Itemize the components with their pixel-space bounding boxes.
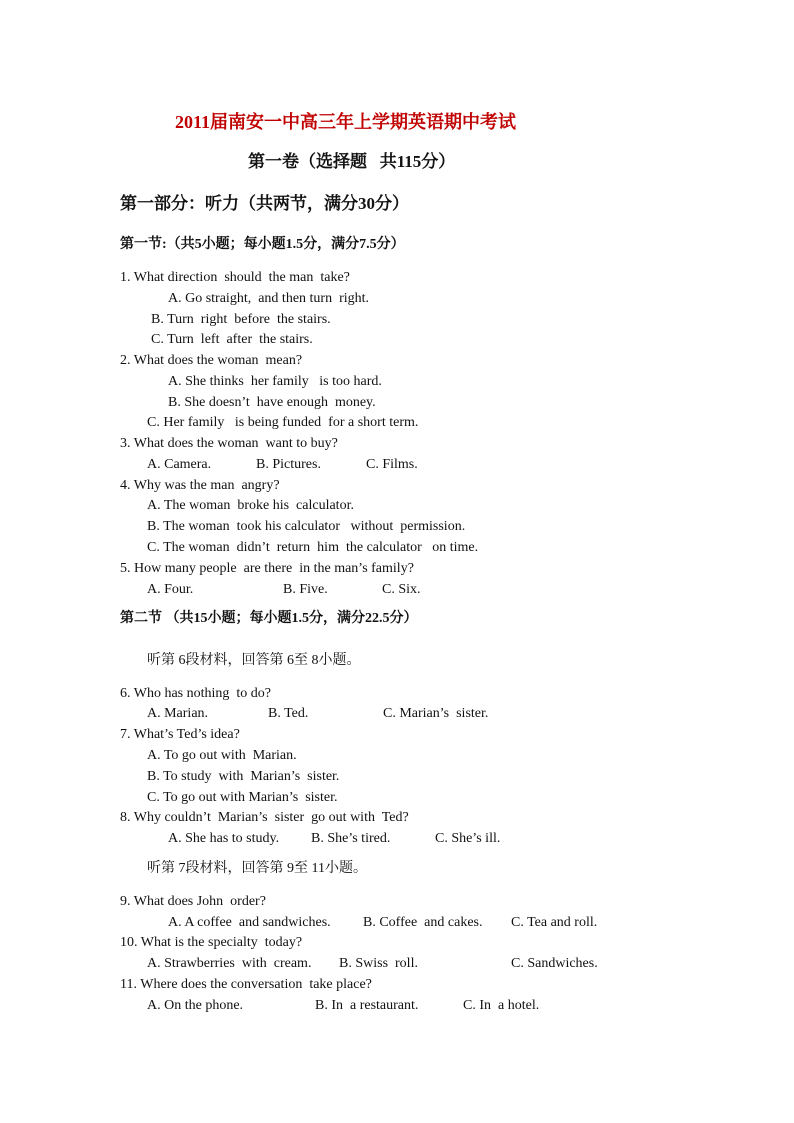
exam-title: 2011届南安一中高三年上学期英语期中考试 (175, 112, 517, 132)
q8-option-b: B. She’s tired. (311, 831, 391, 846)
q2-option-c: C. Her family is being funded for a short term. (147, 415, 419, 430)
q6-option-a: A. Marian. (147, 706, 209, 721)
q7-option-a: A. To go out with Marian. (147, 748, 297, 763)
section2-intro-1: 听第 6段材料，回答第 6至 8小题。 (147, 653, 361, 668)
volume-title: 第一卷（选择题 共115分） (248, 152, 456, 171)
question-2: 2. What does the woman mean? (120, 353, 303, 368)
q10-option-c: C. Sandwiches. (511, 956, 598, 971)
q4-option-a: A. The woman broke his calculator. (147, 498, 354, 513)
q6-option-c: C. Marian’s sister. (383, 706, 489, 721)
question-10: 10. What is the specialty today? (120, 935, 303, 950)
q9-option-b: B. Coffee and cakes. (363, 915, 483, 930)
q4-option-c: C. The woman didn’t return him the calculator on time. (147, 540, 479, 555)
section2-intro-2: 听第 7段材料，回答第 9至 11小题。 (147, 861, 367, 876)
question-4: 4. Why was the man angry? (120, 478, 280, 493)
q3-option-b: B. Pictures. (256, 457, 321, 472)
q8-option-a: A. She has to study. (168, 831, 280, 846)
question-11: 11. Where does the conversation take place? (120, 977, 372, 992)
q7-option-b: B. To study with Marian’s sister. (147, 769, 340, 784)
section2-title: 第二节 （共15小题；每小题1.5分，满分22.5分） (120, 611, 418, 626)
q11-option-c: C. In a hotel. (463, 998, 540, 1013)
question-7: 7. What’s Ted’s idea? (120, 727, 240, 742)
q5-option-b: B. Five. (283, 582, 328, 597)
q7-option-c: C. To go out with Marian’s sister. (147, 790, 338, 805)
part-title: 第一部分：听力（共两节，满分30分） (120, 194, 409, 213)
q2-option-a: A. She thinks her family is too hard. (168, 374, 382, 389)
question-8: 8. Why couldn’t Marian’s sister go out with Ted? (120, 810, 409, 825)
q6-option-b: B. Ted. (268, 706, 309, 721)
section1-title: 第一节:（共5小题；每小题1.5分，满分7.5分） (120, 237, 405, 252)
q10-option-b: B. Swiss roll. (339, 956, 418, 971)
question-6: 6. Who has nothing to do? (120, 686, 272, 701)
q5-option-a: A. Four. (147, 582, 194, 597)
q1-option-a: A. Go straight, and then turn right. (168, 291, 370, 306)
q9-option-c: C. Tea and roll. (511, 915, 598, 930)
q1-option-b: B. Turn right before the stairs. (151, 312, 331, 327)
q1-option-c: C. Turn left after the stairs. (151, 332, 313, 347)
q10-option-a: A. Strawberries with cream. (147, 956, 312, 971)
question-3: 3. What does the woman want to buy? (120, 436, 338, 451)
q2-option-b: B. She doesn’t have enough money. (168, 395, 376, 410)
q5-option-c: C. Six. (382, 582, 421, 597)
q9-option-a: A. A coffee and sandwiches. (168, 915, 331, 930)
question-9: 9. What does John order? (120, 894, 266, 909)
q4-option-b: B. The woman took his calculator without permission. (147, 519, 466, 534)
q11-option-b: B. In a restaurant. (315, 998, 419, 1013)
q8-option-c: C. She’s ill. (435, 831, 501, 846)
question-1: 1. What direction should the man take? (120, 270, 350, 285)
q3-option-a: A. Camera. (147, 457, 212, 472)
question-5: 5. How many people are there in the man’s family? (120, 561, 414, 576)
q3-option-c: C. Films. (366, 457, 418, 472)
q11-option-a: A. On the phone. (147, 998, 244, 1013)
